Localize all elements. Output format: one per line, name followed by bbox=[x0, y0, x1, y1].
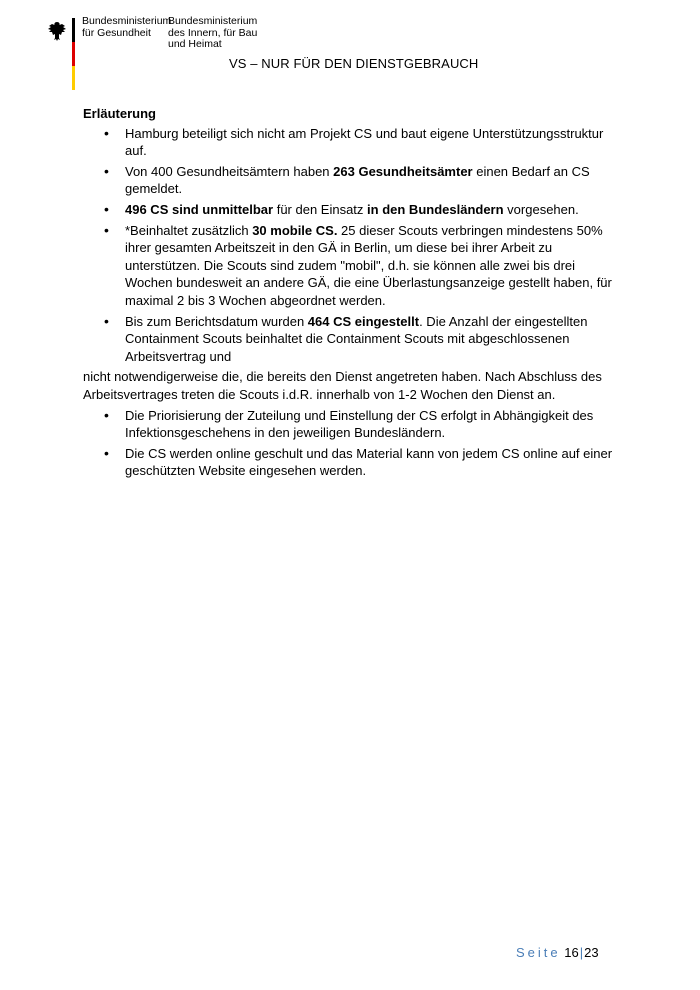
classification-marking: VS – NUR FÜR DEN DIENSTGEBRAUCH bbox=[229, 56, 479, 71]
text-run: Von 400 Gesundheitsämtern haben bbox=[125, 163, 334, 179]
text-run: Hamburg beteiligt sich nicht am Projekt CS und baut eigene Unterstützungsstruktur auf. bbox=[125, 125, 604, 159]
flag-red-stripe bbox=[72, 42, 75, 66]
german-flag-bar bbox=[72, 18, 75, 90]
bold-text: 30 mobile CS. bbox=[252, 222, 338, 238]
page-label: Seite bbox=[516, 945, 561, 960]
list-item bbox=[83, 313, 618, 366]
text-run: Die CS werden online geschult und das Material kann von jedem CS online auf einer geschützten Website eingesehen werden. bbox=[125, 445, 613, 479]
continuation-paragraph: nicht notwendigerweise die, die bereits den Dienst angetreten haben. Nach Abschluss des Arbeitsvertrages treten die Scouts i.d.R. innerhalb von 1-2 Wochen den Dienst an. bbox=[83, 369, 602, 402]
list-item bbox=[83, 201, 618, 219]
list-item bbox=[83, 163, 618, 198]
federal-eagle-icon bbox=[46, 20, 68, 42]
text-run: einen Bedarf an CS gemeldet. bbox=[125, 163, 590, 197]
text-run: 25 dieser Scouts verbringen mindestens 50% ihrer gesamten Arbeitszeit in den GÄ in Berlin, um diese bei ihrer Arbeit zu unterstützen. Die Scouts sind zudem "mobil", d.h. sie können alle zwei bis drei Wochen bundesweit an andere GÄ, die eine Überlastungsanzeige gestellt haben, für maximal 2 bis 3 Wochen abgeordnet werden. bbox=[125, 222, 612, 308]
document-body bbox=[83, 105, 618, 483]
bullet-list bbox=[83, 125, 618, 366]
flag-black-stripe bbox=[72, 18, 75, 42]
text-run: für den Einsatz bbox=[273, 201, 368, 217]
list-item bbox=[83, 445, 618, 480]
text-run: Bis zum Berichtsdatum wurden bbox=[125, 313, 308, 329]
text-run: vorgesehen. bbox=[503, 201, 579, 217]
page-current: 16 bbox=[564, 945, 579, 960]
ministry-health-name: Bundesministerium für Gesundheit bbox=[82, 15, 172, 39]
bullet-list bbox=[83, 407, 618, 480]
bold-text: in den Bundesländern bbox=[367, 201, 504, 217]
bold-text: 263 Gesundheitsämter bbox=[333, 163, 473, 179]
ministry-interior-name: Bundesministerium des Innern, für Bau und Heimat bbox=[168, 15, 258, 50]
section-heading: Erläuterung bbox=[83, 106, 156, 121]
bold-text: 496 CS sind unmittelbar bbox=[125, 201, 274, 217]
text-run: *Beinhaltet zusätzlich bbox=[125, 222, 253, 238]
list-item bbox=[83, 407, 618, 442]
page-footer bbox=[516, 945, 599, 960]
page-total: 23 bbox=[584, 945, 599, 960]
flag-gold-stripe bbox=[72, 66, 75, 90]
bold-text: 464 CS eingestellt bbox=[307, 313, 420, 329]
text-run: . Die Anzahl der eingestellten Containment Scouts beinhaltet die Containment Scouts mit abgeschlossenen Arbeitsvertrag und bbox=[125, 313, 588, 364]
list-item bbox=[83, 125, 618, 160]
text-run: Die Priorisierung der Zuteilung und Einstellung der CS erfolgt in Abhängigkeit des Infektionsgeschehens in den jeweiligen Bundesländern. bbox=[125, 407, 594, 441]
list-item bbox=[83, 222, 618, 310]
page-separator: | bbox=[579, 945, 584, 960]
